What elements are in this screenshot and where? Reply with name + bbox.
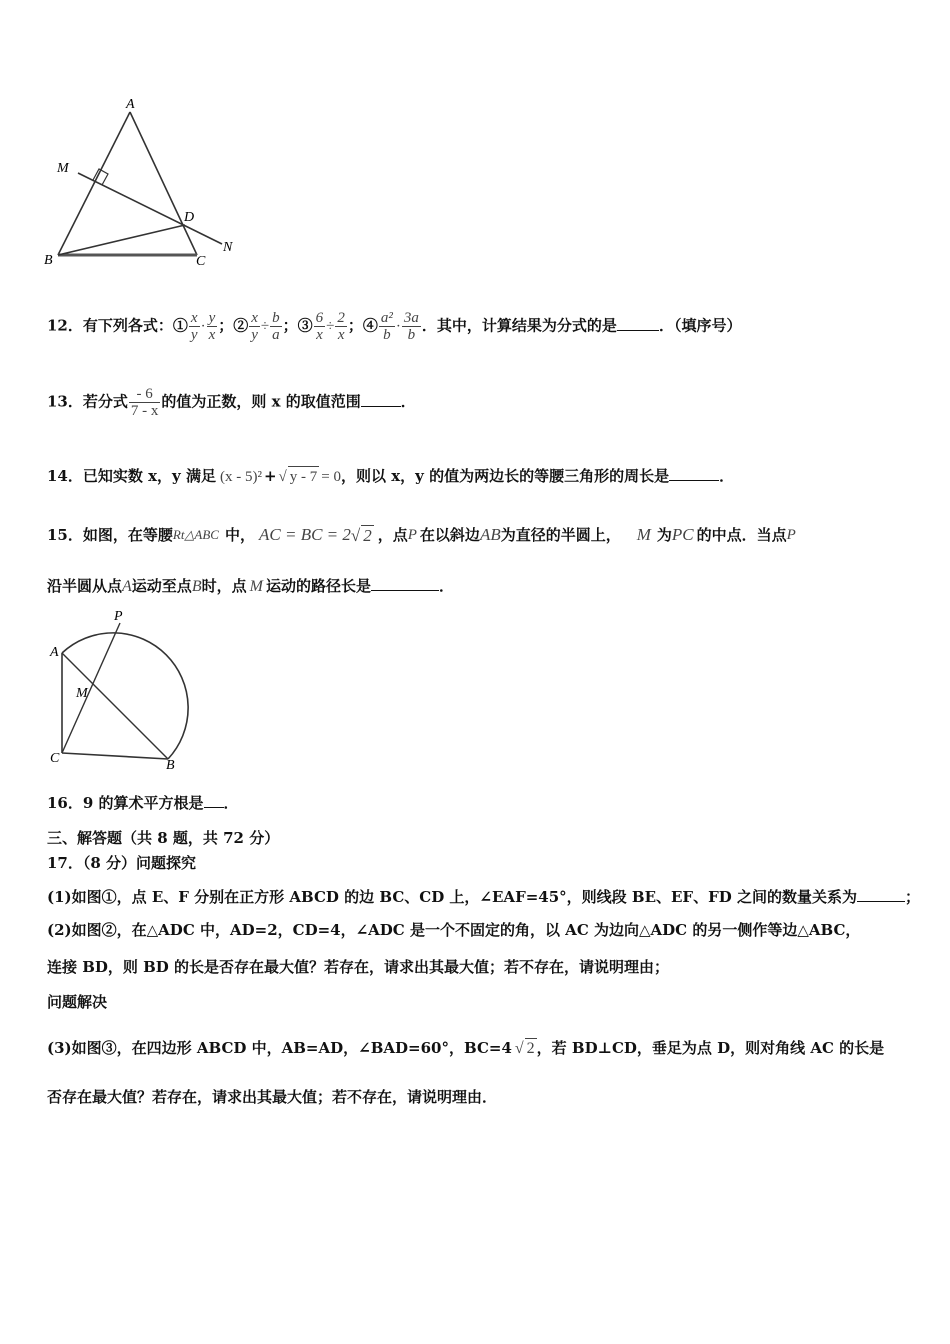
- q14-expr-square: (x - 5)²: [219, 469, 262, 485]
- label-n: N: [223, 240, 233, 255]
- q15-end: ．: [438, 577, 454, 595]
- q12-e1-op: ·: [200, 318, 206, 335]
- q15-text-i: 运动至点: [131, 577, 192, 595]
- q17-part-3-line-2: 否存在最大值？若存在，请求出其最大值；若不存在，请说明理由．: [47, 1088, 498, 1106]
- q15-text-g: 的中点．当点: [696, 526, 787, 544]
- q13-answer-blank[interactable]: [361, 392, 401, 407]
- q12-mark-3: ；③: [282, 316, 313, 335]
- q13-frac: $\frac{- 6}{7 - x}$: [130, 386, 159, 419]
- question-13: [47, 386, 416, 419]
- question-15-line-1: [47, 525, 796, 546]
- figure-triangle-mn: [40, 95, 250, 275]
- question-16: [47, 793, 239, 813]
- q17-part-1-text: (1)如图①，点 E、F 分别在正方形 ABCD 的边 BC、CD 上，∠EAF=45°，则线段 BE、EF、FD 之间的数量关系为: [47, 888, 857, 906]
- label-a-2: A: [50, 645, 59, 660]
- q14-radical: √ y - 7: [279, 469, 320, 485]
- q15-point-a: A: [122, 578, 132, 595]
- label-m-2: M: [76, 686, 88, 701]
- q12-e2-frac-b: $\frac{b}{a}$: [272, 310, 280, 343]
- q16-text: 16．9 的算术平方根是: [47, 794, 204, 812]
- q12-mark-1: ①: [172, 316, 188, 335]
- q15-point-p-2: P: [786, 527, 796, 543]
- q12-mark-2: ；②: [218, 316, 249, 335]
- q17-part-1-blank[interactable]: [857, 887, 905, 902]
- q15-text-k: 运动的路径长是: [265, 577, 371, 595]
- label-m: M: [57, 161, 69, 176]
- label-p-2: P: [114, 609, 123, 624]
- q13-end: ．: [400, 392, 416, 411]
- q12-prefix: 12．有下列各式：: [47, 316, 173, 335]
- q15-point-m: M: [249, 578, 263, 595]
- segment-ac: [130, 112, 197, 255]
- q17-part-3-radical: √ 2: [514, 1040, 535, 1057]
- figure-semicircle: [40, 605, 210, 775]
- q17-part-3-line-1: [47, 1038, 884, 1059]
- q13-prefix: 13．若分式: [47, 392, 128, 411]
- q15-equation: AC = BC = 2: [259, 525, 351, 544]
- segment-ab-2: [62, 653, 168, 759]
- q13-suffix: 的值为正数，则 x 的取值范围: [161, 392, 361, 411]
- q15-text-h: 沿半圆从点: [47, 577, 123, 595]
- q15-equation-radical: √ 2: [350, 526, 372, 545]
- q17-part-1: [47, 887, 920, 907]
- q15-text-f: 为: [656, 526, 672, 544]
- q15-text-j: 时，点: [201, 577, 247, 595]
- q15-point-p: P: [407, 527, 417, 543]
- q12-e3-op: ÷: [326, 318, 335, 335]
- q15-rt-triangle: Rt△ABC: [172, 527, 219, 542]
- q12-e1-frac-b: $\frac{y}{x}$: [208, 310, 216, 343]
- segment-pc: [62, 623, 120, 753]
- q17-part-1-end: ；: [904, 888, 920, 906]
- q17-part-3-text-a: (3)如图③，在四边形 ABCD 中，AB=AD，∠BAD=60°，BC=4: [47, 1039, 512, 1057]
- q14-prefix: 14．已知实数 x，y 满足: [47, 467, 216, 485]
- q12-end: ．（填序号）: [658, 316, 742, 335]
- label-b-2: B: [166, 758, 175, 773]
- label-b: B: [44, 253, 53, 268]
- question-15-line-2: [47, 576, 454, 597]
- q17-title: 17．（8 分）问题探究: [47, 854, 197, 872]
- q15-text-a: 15．如图，在等腰: [47, 526, 173, 544]
- q17-heading-solution: 问题解决: [47, 993, 108, 1011]
- question-12: [47, 310, 741, 343]
- q12-e3-frac-b: $\frac{2}{x}$: [337, 310, 345, 343]
- q16-answer-blank[interactable]: [204, 793, 224, 808]
- q14-answer-blank[interactable]: [669, 466, 719, 481]
- q14-sqrt-body: y - 7: [288, 466, 320, 487]
- q12-answer-blank[interactable]: [617, 316, 659, 331]
- label-c-2: C: [50, 751, 60, 766]
- q15-text-e: 为直径的半圆上，: [500, 526, 621, 544]
- q15-text-d: 在以斜边: [419, 526, 480, 544]
- segment-ab: [58, 112, 130, 255]
- label-d: D: [184, 210, 195, 225]
- q14-plus: +: [263, 467, 277, 485]
- q12-e4-frac-b: $\frac{3a}{b}$: [403, 310, 419, 343]
- q15-m: M: [636, 525, 651, 544]
- segment-cb-2: [62, 753, 168, 759]
- q12-e2-frac-a: $\frac{x}{y}$: [251, 310, 258, 343]
- label-c: C: [196, 254, 206, 269]
- q12-mark-4: ；④: [347, 316, 378, 335]
- q12-e3-frac-a: $\frac{6}{x}$: [315, 310, 324, 343]
- q15-point-b: B: [191, 578, 202, 595]
- q12-e2-op: ÷: [260, 318, 270, 335]
- q17-part-3-text-b: ，若 BD⊥CD，垂足为点 D，则对角线 AC 的长是: [536, 1039, 885, 1057]
- q15-answer-blank[interactable]: [371, 576, 439, 591]
- q14-suffix: ，则以 x，y 的值为两边长的等腰三角形的周长是: [341, 467, 670, 485]
- label-a: A: [126, 97, 135, 112]
- segment-bd: [58, 225, 185, 255]
- q15-text-c: ，点: [377, 526, 408, 544]
- section-3-heading: 三、解答题（共 8 题，共 72 分）: [47, 829, 280, 847]
- q14-expr-eq: = 0: [321, 469, 341, 485]
- q15-ab: AB: [479, 525, 501, 544]
- question-14: [47, 466, 734, 487]
- q16-end: ．: [223, 794, 239, 812]
- q12-e4-frac-a: $\frac{\text{a²}}{b}$: [380, 310, 393, 343]
- q12-e1-frac-a: $\frac{x}{y}$: [190, 310, 198, 343]
- q12-suffix: ．其中，计算结果为分式的是: [421, 316, 617, 335]
- q12-e4-op: ·: [395, 318, 401, 335]
- q17-part-2-line-2: 连接 BD，则 BD 的长是否存在最大值？若存在，请求出其最大值；若不存在，请说明理由；: [47, 958, 670, 976]
- q15-pc: PC: [671, 525, 694, 544]
- q14-end: ．: [719, 467, 735, 485]
- q15-text-b: 中，: [224, 526, 255, 544]
- q17-part-2-line-1: (2)如图②，在△ADC 中，AD=2，CD=4，∠ADC 是一个不固定的角，以 AC 为边向△ADC 的另一侧作等边△ABC，: [47, 921, 861, 939]
